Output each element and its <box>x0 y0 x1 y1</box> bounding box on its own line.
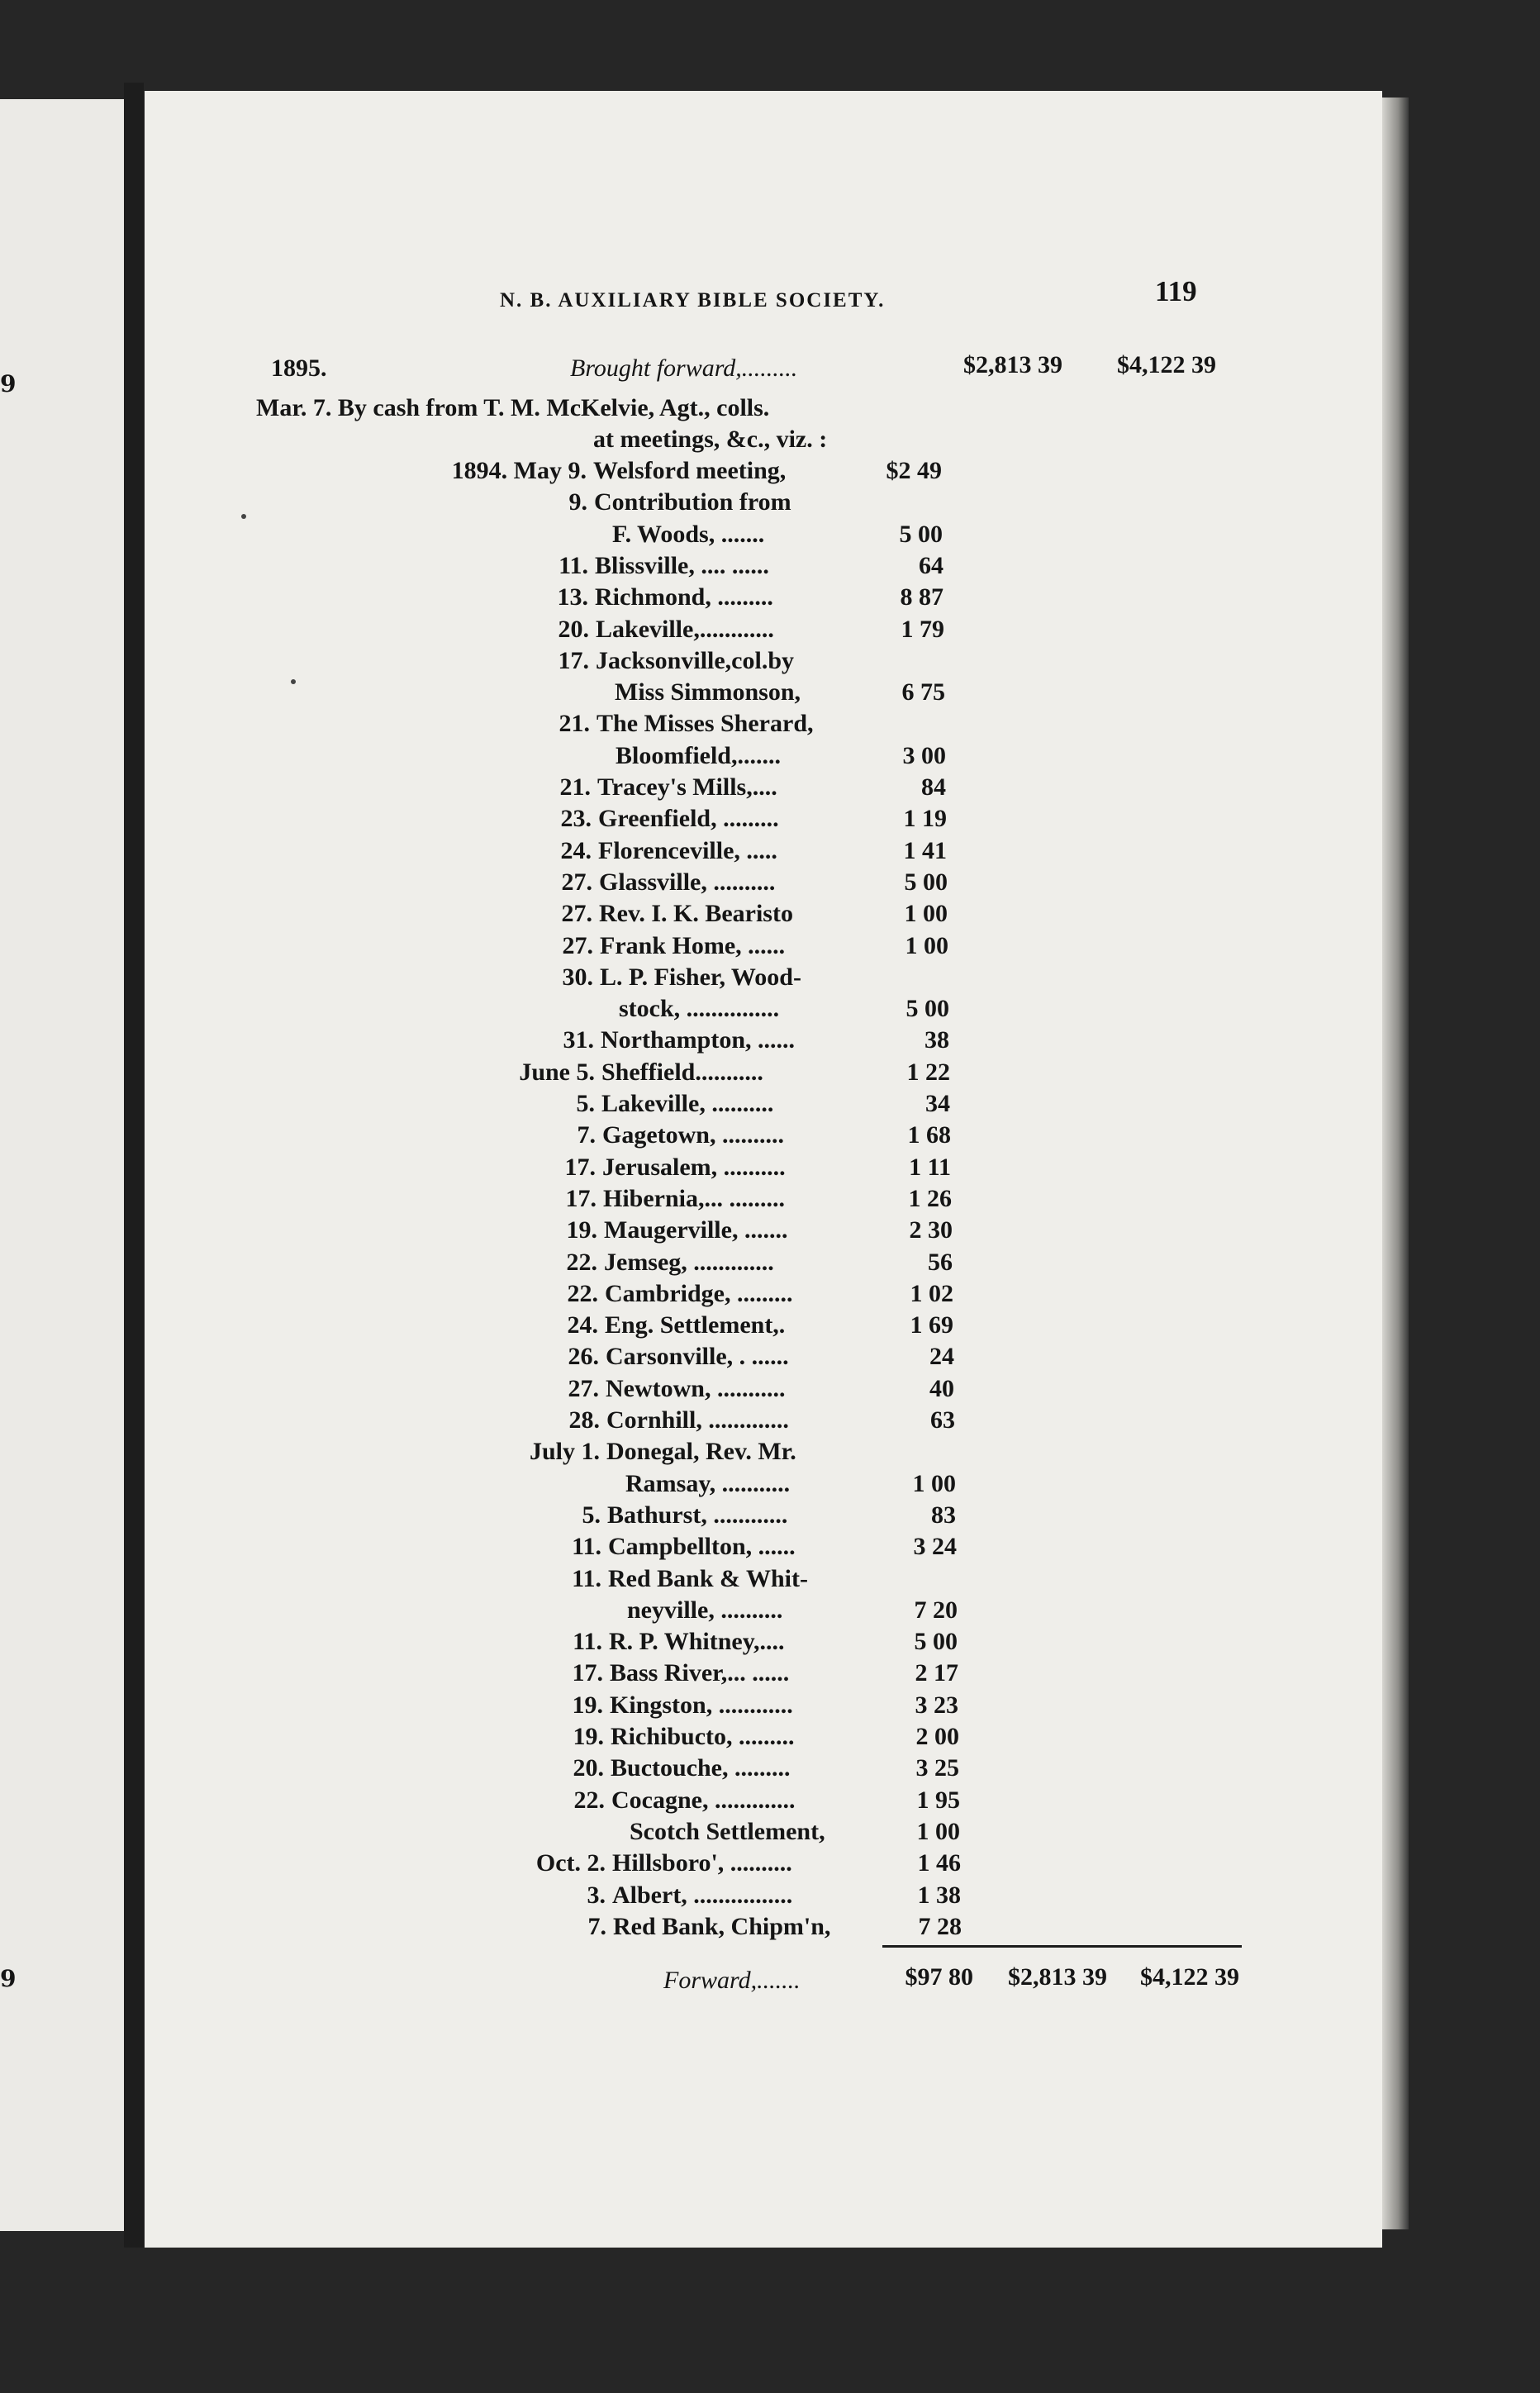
entry-description: F. Woods, ....... <box>612 521 765 548</box>
entry-description: neyville, .......... <box>627 1596 783 1624</box>
forward-col1: $97 80 <box>905 1963 973 1991</box>
entry-date: 27. <box>561 868 592 896</box>
book-gutter <box>124 83 144 2248</box>
page-number: 119 <box>1155 275 1197 307</box>
entry-date: 31. <box>563 1026 594 1054</box>
entry-amount: 5 00 <box>899 521 943 548</box>
entry-date: 24. <box>567 1311 598 1339</box>
entry-amount: 8 87 <box>900 583 943 611</box>
entry-amount: 1 69 <box>910 1311 953 1339</box>
entry-date: 22. <box>566 1249 597 1276</box>
entry-amount: 1 00 <box>916 1818 960 1845</box>
entry-amount: 1 68 <box>907 1121 951 1149</box>
entry-date: 7. <box>587 1913 606 1940</box>
entry-date: 17. <box>572 1659 603 1687</box>
entry-amount: 63 <box>930 1406 955 1434</box>
entry-description: Donegal, Rev. Mr. <box>606 1438 796 1465</box>
entry-description: Buctouche, ......... <box>611 1754 791 1782</box>
entry-amount: 84 <box>921 773 946 801</box>
entry-amount: 1 00 <box>912 1470 956 1497</box>
entry-date: 20. <box>558 616 589 643</box>
entry-date: 17. <box>565 1185 597 1212</box>
entry-description: Scotch Settlement, <box>630 1818 825 1845</box>
entry-description: Red Bank & Whit- <box>608 1565 808 1592</box>
left-page-edge <box>0 99 124 2231</box>
entry-amount: 5 00 <box>904 868 948 896</box>
entry-date: 11. <box>573 1628 602 1655</box>
entry-description: Florenceville, ..... <box>598 837 777 864</box>
entry-description: Cocagne, ............. <box>611 1786 796 1814</box>
entry-description: Gagetown, .......... <box>602 1121 784 1149</box>
entry-date: 27. <box>561 900 592 927</box>
entry-date: 5. <box>576 1090 595 1117</box>
entry-date: 1894. May 9. <box>451 457 587 484</box>
entry-amount: 34 <box>925 1090 950 1117</box>
entry-amount: 3 23 <box>915 1691 958 1719</box>
entry-description: Lakeville,............ <box>596 616 774 643</box>
entry-description: Bass River,... ...... <box>610 1659 790 1687</box>
entry-description: Cornhill, ............. <box>606 1406 789 1434</box>
entry-date: 28. <box>568 1406 600 1434</box>
entry-date: 19. <box>573 1723 604 1750</box>
entry-amount: $2 49 <box>886 457 942 484</box>
entry-amount: 1 00 <box>904 900 948 927</box>
entry-amount: 7 28 <box>918 1913 962 1940</box>
entry-description: Tracey's Mills,.... <box>597 773 777 801</box>
entry-description: Hibernia,... ......... <box>603 1185 786 1212</box>
entry-amount: 40 <box>929 1375 954 1402</box>
entry-description: Sheffield........... <box>601 1059 763 1086</box>
entry-amount: 5 00 <box>914 1628 958 1655</box>
entry-date: 23. <box>560 805 592 832</box>
entry-date: 5. <box>582 1501 601 1529</box>
entry-date: 7. <box>577 1121 596 1149</box>
entry-amount: 1 26 <box>908 1185 952 1212</box>
entry-description: Blissville, .... ...... <box>595 552 769 579</box>
entry-amount: 1 95 <box>916 1786 960 1814</box>
page-edge-shadow <box>1382 98 1409 2229</box>
entry-description: Rev. I. K. Bearisto <box>599 900 793 927</box>
entry-date: 30. <box>562 963 593 991</box>
entry-description: Welsford meeting, <box>593 457 787 484</box>
entry-date: 3. <box>587 1882 606 1909</box>
entry-description: Greenfield, ......... <box>598 805 779 832</box>
entry-date: 20. <box>573 1754 604 1782</box>
entry-description: Frank Home, ...... <box>600 932 786 959</box>
entry-description: Bathurst, ............ <box>607 1501 788 1529</box>
entry-description: Carsonville, . ...... <box>606 1343 789 1370</box>
entry-amount: 1 46 <box>917 1849 961 1877</box>
entry-amount: 2 17 <box>915 1659 958 1687</box>
entry-description: Maugerville, ....... <box>604 1216 788 1244</box>
running-head: N. B. AUXILIARY BIBLE SOCIETY. <box>500 289 886 312</box>
entry-description: Newtown, ........... <box>606 1375 786 1402</box>
entry-date: 9. <box>568 488 587 516</box>
entry-description: Ramsay, ........... <box>625 1470 791 1497</box>
entry-date: 11. <box>558 552 588 579</box>
entry-description: Bloomfield,....... <box>616 742 781 769</box>
brought-forward-label: Brought forward,......... <box>570 354 798 382</box>
left-page-fragment: 9 <box>0 370 17 397</box>
entry-amount: 1 79 <box>901 616 944 643</box>
intro-line-2: at meetings, &c., viz. : <box>593 426 828 453</box>
forward-label: Forward,....... <box>663 1967 801 1994</box>
entry-amount: 1 41 <box>903 837 947 864</box>
entry-date: June 5. <box>519 1059 595 1086</box>
entry-amount: 6 75 <box>901 678 945 706</box>
entry-date: 17. <box>564 1154 596 1181</box>
entry-description: Kingston, ............ <box>610 1691 793 1719</box>
entry-description: Richibucto, ......... <box>611 1723 795 1750</box>
entry-amount: 7 20 <box>914 1596 958 1624</box>
entry-description: The Misses Sherard, <box>597 710 814 737</box>
entry-date: 19. <box>572 1691 603 1719</box>
paper-speck <box>291 679 296 684</box>
paper-speck <box>241 514 246 519</box>
brought-forward-col2: $2,813 39 <box>963 351 1062 378</box>
entry-amount: 2 00 <box>915 1723 959 1750</box>
entry-description: Richmond, ......... <box>595 583 773 611</box>
entry-description: Eng. Settlement,. <box>605 1311 786 1339</box>
entry-date: July 1. <box>529 1438 600 1465</box>
entry-description: Campbellton, ...... <box>608 1533 796 1560</box>
entry-amount: 1 11 <box>909 1154 951 1181</box>
entry-amount: 56 <box>928 1249 953 1276</box>
entry-date: 22. <box>567 1280 598 1307</box>
entry-amount: 3 24 <box>913 1533 957 1560</box>
entry-date: 19. <box>566 1216 597 1244</box>
entry-description: Albert, ................ <box>612 1882 793 1909</box>
entry-date: 22. <box>573 1786 605 1814</box>
entry-date: 26. <box>568 1343 599 1370</box>
entry-description: Contribution from <box>594 488 791 516</box>
entry-description: Jacksonville,col.by <box>596 647 795 674</box>
entry-date: 17. <box>558 647 589 674</box>
entry-description: stock, ............... <box>619 995 780 1022</box>
entry-date: 21. <box>559 773 591 801</box>
entry-date: 24. <box>560 837 592 864</box>
entry-amount: 2 30 <box>909 1216 953 1244</box>
entry-description: Glassville, .......... <box>599 868 776 896</box>
entry-description: Jemseg, ............. <box>604 1249 774 1276</box>
entry-amount: 24 <box>929 1343 954 1370</box>
brought-forward-col3: $4,122 39 <box>1117 351 1216 378</box>
entry-date: 11. <box>572 1533 601 1560</box>
entry-date: 13. <box>557 583 588 611</box>
year-label: 1895. <box>271 354 327 382</box>
entry-amount: 1 00 <box>905 932 948 959</box>
entry-description: Lakeville, .......... <box>601 1090 774 1117</box>
total-rule <box>882 1945 1242 1948</box>
entry-amount: 64 <box>919 552 943 579</box>
entry-description: R. P. Whitney,.... <box>609 1628 785 1655</box>
intro-line-1: Mar. 7. By cash from T. M. McKelvie, Agt., colls. <box>256 394 770 421</box>
entry-amount: 1 38 <box>917 1882 961 1909</box>
forward-col2: $2,813 39 <box>1008 1963 1107 1991</box>
entry-date: 11. <box>572 1565 601 1592</box>
entry-description: Hillsboro', .......... <box>612 1849 792 1877</box>
entry-amount: 38 <box>924 1026 949 1054</box>
entry-date: 27. <box>568 1375 599 1402</box>
left-page-fragment: 9 <box>0 1965 17 1992</box>
entry-amount: 1 02 <box>910 1280 953 1307</box>
entry-description: Miss Simmonson, <box>615 678 801 706</box>
entry-amount: 5 00 <box>905 995 949 1022</box>
entry-description: L. P. Fisher, Wood- <box>600 963 801 991</box>
entry-amount: 1 22 <box>906 1059 950 1086</box>
entry-date: Oct. 2. <box>535 1849 606 1877</box>
entry-date: 27. <box>562 932 593 959</box>
entry-amount: 3 25 <box>915 1754 959 1782</box>
entry-amount: 3 00 <box>902 742 946 769</box>
entry-amount: 83 <box>931 1501 956 1529</box>
entry-description: Red Bank, Chipm'n, <box>613 1913 831 1940</box>
entry-amount: 1 19 <box>903 805 947 832</box>
entry-description: Jerusalem, .......... <box>602 1154 786 1181</box>
entry-description: Cambridge, ......... <box>605 1280 793 1307</box>
forward-col3: $4,122 39 <box>1140 1963 1239 1991</box>
entry-date: 21. <box>558 710 590 737</box>
entry-description: Northampton, ...... <box>601 1026 796 1054</box>
